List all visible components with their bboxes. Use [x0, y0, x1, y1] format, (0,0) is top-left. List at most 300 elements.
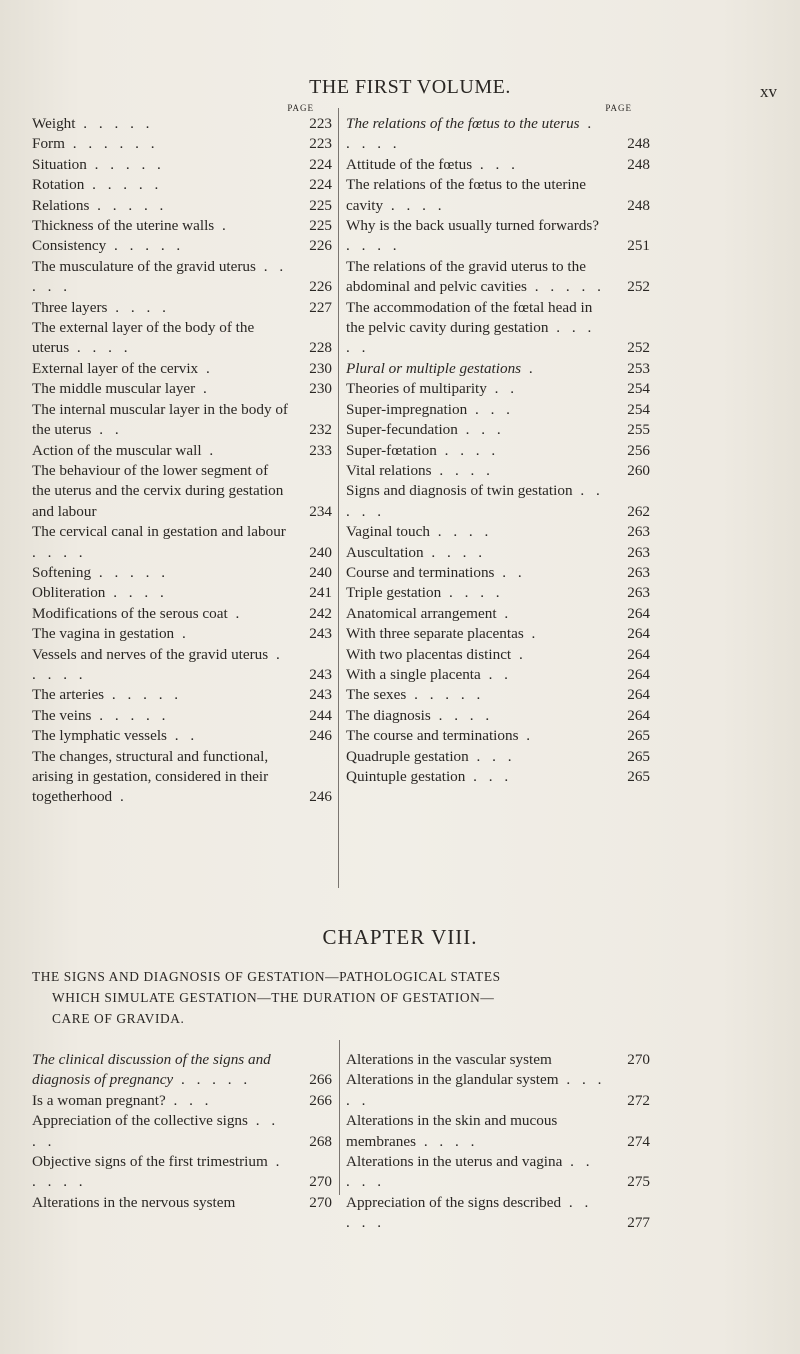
toc-entry-title: [32, 706, 332, 726]
toc-leader-dots: . . . . .: [173, 1071, 252, 1089]
toc-entry: [32, 645, 332, 686]
toc-entry-title: [32, 563, 332, 583]
toc-page-number: 263: [627, 584, 650, 602]
page-number-roman: xv: [760, 82, 777, 101]
toc-entry: [32, 461, 332, 522]
toc-leader-dots: . . . . .: [526, 278, 605, 296]
toc-leader-dots: .: [511, 645, 527, 663]
toc-page-number: 225: [309, 217, 332, 235]
toc-page-number: 225: [309, 196, 332, 214]
toc-page-number: 226: [309, 278, 332, 296]
toc-page-number: 253: [627, 359, 650, 377]
toc-leader-dots: . . . .: [107, 298, 170, 316]
toc-leader-dots: . . . .: [430, 706, 494, 724]
toc-entry: [32, 236, 332, 256]
toc-leader-dots: .: [201, 441, 218, 459]
toc-entry-title: [346, 1050, 650, 1070]
toc-entry: [32, 604, 332, 624]
toc-entry: [32, 441, 332, 461]
toc-entry-title: [32, 522, 332, 563]
toc-leader-dots: . . . .: [383, 196, 446, 214]
toc-leader-dots: . . . . .: [89, 196, 168, 214]
toc-page-number: 264: [627, 645, 650, 663]
toc-entry: [32, 318, 332, 359]
toc-entry-text: Super-fœtation: [346, 441, 437, 459]
toc-page-number: 254: [627, 400, 650, 418]
toc-entry: [32, 747, 332, 808]
toc-entry: [346, 216, 650, 257]
toc-page-number: 272: [627, 1091, 650, 1109]
toc-entry-text: Three layers: [32, 298, 108, 316]
contents-right-column: [346, 103, 650, 787]
toc-entry-text: With two placentas distinct: [346, 645, 512, 663]
toc-entry: [346, 645, 650, 665]
toc-entry-title: [32, 400, 332, 441]
toc-entry-title: [32, 257, 332, 298]
toc-page-number: 264: [627, 665, 650, 683]
toc-entry-title: [346, 441, 650, 461]
toc-leader-dots: . . . . .: [346, 115, 596, 153]
toc-entry: [32, 216, 332, 236]
toc-entry-text: The middle muscular layer: [32, 380, 196, 398]
toc-entry-text: Super-impregnation: [346, 400, 468, 418]
toc-page-number: 270: [309, 1173, 332, 1191]
toc-entry-title: [346, 1111, 650, 1152]
toc-entry-title: [32, 461, 332, 522]
toc-page-number: 241: [309, 584, 332, 602]
toc-page-number: 260: [627, 461, 650, 479]
toc-entry: [346, 726, 650, 746]
running-head-title: THE FIRST VOLUME.: [309, 76, 511, 98]
toc-entry-title: [346, 114, 650, 155]
toc-page-number: 248: [627, 196, 650, 214]
toc-leader-dots: .: [174, 625, 190, 643]
toc-entry-title: [346, 1070, 650, 1111]
toc-entry-title: [32, 1193, 332, 1213]
toc-entry-text: Action of the muscular wall: [32, 441, 202, 459]
toc-page-number: 251: [627, 237, 650, 255]
toc-entry-title: [32, 114, 332, 134]
toc-entry-text: Relations: [32, 196, 90, 214]
toc-page-number: 275: [627, 1173, 650, 1191]
toc-page-number: 256: [627, 441, 650, 459]
toc-leader-dots: . . . . .: [346, 1193, 593, 1232]
column-divider: [339, 1040, 340, 1195]
toc-page-number: 255: [627, 421, 650, 439]
page-column-label: PAGE: [287, 103, 314, 113]
toc-page-number: 224: [309, 176, 332, 194]
chapter-contents-left-column: [32, 1050, 332, 1213]
toc-page-number: 227: [309, 298, 332, 316]
toc-page-number: 248: [627, 135, 650, 153]
toc-entry: [32, 583, 332, 603]
toc-entry-title: [346, 645, 650, 665]
toc-entry-text: Quadruple gestation: [346, 747, 469, 765]
toc-page-number: 263: [627, 563, 650, 581]
toc-entry: [346, 114, 650, 155]
toc-leader-dots: . . . .: [416, 1132, 479, 1150]
toc-leader-dots: . .: [91, 421, 123, 439]
toc-entry: [346, 175, 650, 216]
toc-page-number: 240: [309, 563, 332, 581]
toc-entry-title: [346, 747, 650, 767]
toc-entry-title: [32, 236, 332, 256]
toc-entry-text: Triple gestation: [346, 584, 442, 602]
toc-entry-title: [32, 624, 332, 644]
toc-page-number: 264: [627, 604, 650, 622]
toc-entry: [32, 1091, 332, 1111]
toc-entry-title: [346, 420, 650, 440]
toc-entry-title: [32, 685, 332, 705]
toc-entry-text: With a single placenta: [346, 665, 481, 683]
toc-entry: [32, 685, 332, 705]
toc-entry: [346, 1070, 650, 1111]
toc-entry-title: [346, 767, 650, 787]
toc-leader-dots: . . . . .: [32, 257, 288, 296]
toc-entry-text: The cervical canal in gestation and labour: [32, 523, 286, 541]
toc-entry-text: The sexes: [346, 686, 407, 704]
toc-page-number: 234: [309, 502, 332, 520]
toc-entry-text: Appreciation of the collective signs: [32, 1112, 248, 1130]
toc-entry: [346, 1111, 650, 1152]
toc-page-number: 233: [309, 441, 332, 459]
chapter-subtitle-line: CARE OF GRAVIDA.: [52, 1011, 185, 1026]
toc-leader-dots: . . . . .: [346, 1071, 606, 1109]
toc-leader-dots: . . . .: [105, 584, 168, 602]
toc-entry: [346, 563, 650, 583]
toc-leader-dots: .: [198, 359, 214, 377]
toc-entry-title: [32, 318, 332, 359]
toc-entry-text: Softening: [32, 563, 92, 581]
column-divider: [338, 108, 339, 888]
toc-entry: [32, 624, 332, 644]
toc-leader-dots: . . . . .: [346, 482, 604, 520]
toc-page-number: 240: [309, 543, 332, 561]
toc-leader-dots: . . . .: [436, 441, 500, 459]
toc-leader-dots: . .: [486, 380, 519, 398]
toc-entry: [346, 543, 650, 563]
toc-entry-text: Theories of multiparity: [346, 380, 487, 398]
toc-entry: [32, 400, 332, 441]
toc-leader-dots: .: [112, 788, 128, 806]
toc-page-number: 243: [309, 686, 332, 704]
toc-page-number: 263: [627, 543, 650, 561]
toc-entry: [346, 155, 650, 175]
toc-leader-dots: . . . . .: [406, 686, 485, 704]
toc-entry-text: Alterations in the vascular system: [346, 1051, 552, 1068]
toc-leader-dots: . . . . .: [346, 1153, 594, 1191]
toc-leader-dots: . .: [480, 665, 512, 683]
toc-entry-text: Course and terminations: [346, 563, 495, 581]
toc-leader-dots: . . . . .: [84, 176, 163, 194]
toc-entry-text: Anatomical arrangement: [346, 604, 497, 622]
toc-entry: [346, 1193, 650, 1234]
toc-entry-text: Consistency: [32, 237, 107, 255]
toc-page-number: 223: [309, 135, 332, 153]
toc-entry-text: The internal muscular layer in the body of the uterus: [32, 400, 288, 439]
toc-entry-text: Super-fecundation: [346, 421, 458, 439]
toc-entry: [32, 563, 332, 583]
toc-entry: [32, 522, 332, 563]
toc-entry-title: [346, 359, 650, 379]
toc-entry-text: The relations of the fœtus to the uterus: [346, 115, 580, 132]
toc-entry-text: The relations of the gravid uterus to the abdominal and pelvic cavities: [346, 257, 586, 296]
toc-entry-title: [346, 624, 650, 644]
toc-entry-text: Vessels and nerves of the gravid uterus: [32, 645, 269, 663]
toc-leader-dots: . . .: [472, 155, 519, 173]
toc-entry: [32, 379, 332, 399]
toc-page-number: 230: [309, 380, 332, 398]
toc-leader-dots: . . . . .: [104, 686, 183, 704]
toc-entry: [346, 685, 650, 705]
toc-entry-text: The vagina in gestation: [32, 625, 175, 643]
toc-entry-text: The relations of the fœtus to the uterine cavity: [346, 176, 586, 214]
toc-entry-title: [346, 379, 650, 399]
chapter-contents-right-column: [346, 1050, 650, 1234]
toc-page-number: 265: [627, 727, 650, 745]
toc-entry: [346, 747, 650, 767]
toc-entry-text: Weight: [32, 115, 76, 132]
toc-entry-title: [346, 155, 650, 175]
toc-leader-dots: . . . . .: [86, 155, 165, 173]
toc-page-number: 268: [309, 1132, 332, 1150]
toc-entry-text: The behaviour of the lower segment of the uterus and the cervix during gestation and labour: [32, 461, 284, 520]
toc-entry-title: [346, 461, 650, 481]
toc-page-number: 270: [309, 1193, 332, 1211]
toc-page-number: 246: [309, 788, 332, 806]
toc-entry-title: [32, 134, 332, 154]
toc-entry: [32, 706, 332, 726]
toc-page-number: 246: [309, 727, 332, 745]
toc-leader-dots: . . . . .: [32, 1153, 284, 1191]
toc-entry-title: [346, 216, 650, 257]
toc-leader-dots: .: [521, 359, 537, 377]
toc-leader-dots: .: [518, 727, 535, 745]
toc-entry-text: Attitude of the fœtus: [346, 155, 473, 173]
chapter-subtitle-line: THE SIGNS AND DIAGNOSIS OF GESTATION—PATHOLOGICAL STATES: [32, 969, 501, 984]
toc-entry: [346, 1050, 650, 1070]
toc-entry-text: Quintuple gestation: [346, 768, 466, 785]
toc-entry: [32, 257, 332, 298]
toc-entry-title: [32, 726, 332, 746]
running-head: [0, 76, 800, 99]
toc-page-number: 252: [627, 278, 650, 296]
toc-entry-title: [346, 481, 650, 522]
toc-leader-dots: . . . . .: [32, 645, 284, 683]
toc-page-number: 232: [309, 421, 332, 439]
toc-entry-text: Rotation: [32, 176, 85, 194]
toc-entry-title: [346, 257, 650, 298]
toc-entry-title: [32, 441, 332, 461]
toc-entry-text: Thickness of the uterine walls: [32, 217, 215, 235]
toc-page-number: 243: [309, 625, 332, 643]
toc-entry: [346, 767, 650, 787]
chapter-heading: CHAPTER VIII.: [322, 925, 478, 949]
toc-page-number: 265: [627, 747, 650, 765]
toc-leader-dots: . . . .: [423, 543, 486, 561]
toc-leader-dots: . . . . .: [346, 319, 596, 357]
toc-entry-title: [32, 645, 332, 686]
toc-leader-dots: . . .: [465, 768, 513, 785]
toc-entry-text: Objective signs of the first trimestrium: [32, 1153, 268, 1171]
toc-entry: [346, 583, 650, 603]
toc-entry-title: [346, 298, 650, 359]
toc-page-number: 252: [627, 339, 650, 357]
toc-entry: [32, 726, 332, 746]
toc-entry-title: [32, 1152, 332, 1193]
toc-leader-dots: . . . .: [431, 461, 494, 479]
toc-entry-text: Alterations in the uterus and vagina: [346, 1153, 563, 1171]
toc-entry-text: Vital relations: [346, 461, 432, 479]
toc-entry-title: [32, 379, 332, 399]
toc-entry: [32, 134, 332, 154]
toc-leader-dots: . . . .: [32, 1112, 280, 1150]
toc-entry-text: Plural or multiple gestations: [346, 359, 522, 377]
toc-entry-text: Situation: [32, 155, 87, 173]
toc-entry-title: [346, 685, 650, 705]
toc-entry: [32, 114, 332, 134]
toc-entry: [32, 155, 332, 175]
toc-entry-text: External layer of the cervix: [32, 359, 199, 377]
toc-entry: [346, 257, 650, 298]
toc-entry: [346, 298, 650, 359]
toc-entry: [346, 1152, 650, 1193]
toc-page-number: 266: [309, 1071, 332, 1089]
toc-entry: [346, 420, 650, 440]
toc-entry: [32, 175, 332, 195]
toc-entry-title: [32, 1050, 332, 1091]
toc-entry: [346, 706, 650, 726]
toc-leader-dots: . . . . . .: [64, 135, 159, 153]
chapter-subtitle-line: WHICH SIMULATE GESTATION—THE DURATION OF GESTATION—: [52, 990, 495, 1005]
toc-page-number: 264: [627, 706, 650, 724]
toc-leader-dots: . .: [166, 727, 199, 745]
toc-page-number: 277: [627, 1214, 650, 1232]
page-column-label: PAGE: [605, 103, 632, 113]
toc-entry-text: The musculature of the gravid uterus: [32, 257, 256, 275]
toc-entry-title: [346, 1193, 650, 1234]
toc-entry-title: [346, 543, 650, 563]
toc-page-number: 243: [309, 665, 332, 683]
toc-leader-dots: . . .: [165, 1091, 213, 1109]
toc-entry-text: The arteries: [32, 686, 105, 704]
toc-entry-title: [32, 747, 332, 808]
toc-entry-text: Modifications of the serous coat: [32, 604, 228, 622]
toc-entry-title: [32, 298, 332, 318]
toc-page-number: 274: [627, 1132, 650, 1150]
toc-entry-title: [346, 400, 650, 420]
toc-leader-dots: . . . . .: [91, 706, 170, 724]
toc-page-number: 264: [627, 625, 650, 643]
toc-entry-text: The course and terminations: [346, 727, 519, 745]
toc-leader-dots: .: [214, 217, 230, 235]
toc-leader-dots: . . . .: [69, 339, 132, 357]
toc-entry-text: The diagnosis: [346, 706, 431, 724]
toc-entry-title: [346, 175, 650, 216]
toc-entry: [32, 1152, 332, 1193]
toc-leader-dots: .: [195, 380, 211, 398]
toc-entry-title: [32, 155, 332, 175]
toc-leader-dots: . . . .: [346, 237, 401, 255]
toc-entry-title: [32, 196, 332, 216]
toc-entry-text: Obliteration: [32, 584, 106, 602]
toc-entry-title: [346, 726, 650, 746]
toc-entry-title: [32, 216, 332, 236]
toc-entry-title: [346, 563, 650, 583]
toc-entry-title: [346, 522, 650, 542]
toc-page-number: 265: [627, 768, 650, 785]
toc-entry-title: [32, 1091, 332, 1111]
contents-left-column: [32, 103, 332, 808]
toc-leader-dots: . . . .: [429, 523, 493, 541]
chapter-subtitle: [32, 966, 772, 1029]
toc-entry: [346, 604, 650, 624]
toc-entry-text: Signs and diagnosis of twin gestation: [346, 482, 573, 500]
toc-leader-dots: . . . . .: [106, 237, 185, 255]
toc-entry-title: [32, 1111, 332, 1152]
toc-entry: [346, 441, 650, 461]
toc-entry-text: Alterations in the nervous system: [32, 1193, 236, 1211]
toc-entry-text: Alterations in the glandular system: [346, 1071, 559, 1089]
toc-page-number: 254: [627, 380, 650, 398]
toc-entry-title: [32, 604, 332, 624]
toc-leader-dots: . .: [494, 563, 526, 581]
toc-entry-text: Auscultation: [346, 543, 424, 561]
toc-entry-title: [32, 583, 332, 603]
toc-page-number: 244: [309, 706, 332, 724]
toc-entry: [346, 481, 650, 522]
toc-page-number: 263: [627, 523, 650, 541]
toc-entry: [32, 1050, 332, 1091]
toc-leader-dots: . . . .: [32, 543, 87, 561]
toc-entry-text: Why is the back usually turned forwards?: [346, 217, 600, 235]
toc-leader-dots: . . .: [457, 421, 505, 439]
toc-entry-title: [346, 583, 650, 603]
toc-page-number: 248: [627, 155, 650, 173]
toc-entry-text: Is a woman pregnant?: [32, 1091, 166, 1109]
toc-leader-dots: . . . . .: [75, 115, 154, 132]
toc-leader-dots: . . .: [467, 400, 514, 418]
toc-entry-title: [32, 359, 332, 379]
toc-leader-dots: . . . . .: [91, 563, 170, 581]
toc-entry-text: Appreciation of the signs described: [346, 1193, 562, 1211]
toc-page-number: 230: [309, 359, 332, 377]
toc-page-number: 264: [627, 686, 650, 704]
toc-entry: [346, 665, 650, 685]
toc-entry-text: The accommodation of the fœtal head in the pelvic cavity during gestation: [346, 298, 593, 337]
toc-leader-dots: . . . .: [441, 584, 504, 602]
toc-entry-title: [346, 665, 650, 685]
toc-page-number: 223: [309, 115, 332, 132]
toc-leader-dots: .: [496, 604, 513, 622]
toc-page-number: 266: [309, 1091, 332, 1109]
toc-entry-title: [346, 604, 650, 624]
toc-page-number: 262: [627, 502, 650, 520]
toc-entry: [346, 400, 650, 420]
toc-entry: [346, 379, 650, 399]
toc-entry-title: [346, 1152, 650, 1193]
toc-entry-text: The clinical discussion of the signs and diagnosis of pregnancy: [32, 1051, 271, 1089]
toc-leader-dots: .: [227, 604, 244, 622]
toc-entry-text: The veins: [32, 706, 92, 724]
toc-entry-text: The changes, structural and functional, arising in gestation, considered in their togetherhood: [32, 747, 269, 806]
toc-entry: [346, 522, 650, 542]
toc-entry-text: Form: [32, 135, 65, 153]
toc-entry-text: With three separate placentas: [346, 625, 524, 643]
toc-entry-text: Vaginal touch: [346, 523, 430, 541]
toc-page-number: 226: [309, 237, 332, 255]
toc-leader-dots: . . .: [468, 747, 516, 765]
